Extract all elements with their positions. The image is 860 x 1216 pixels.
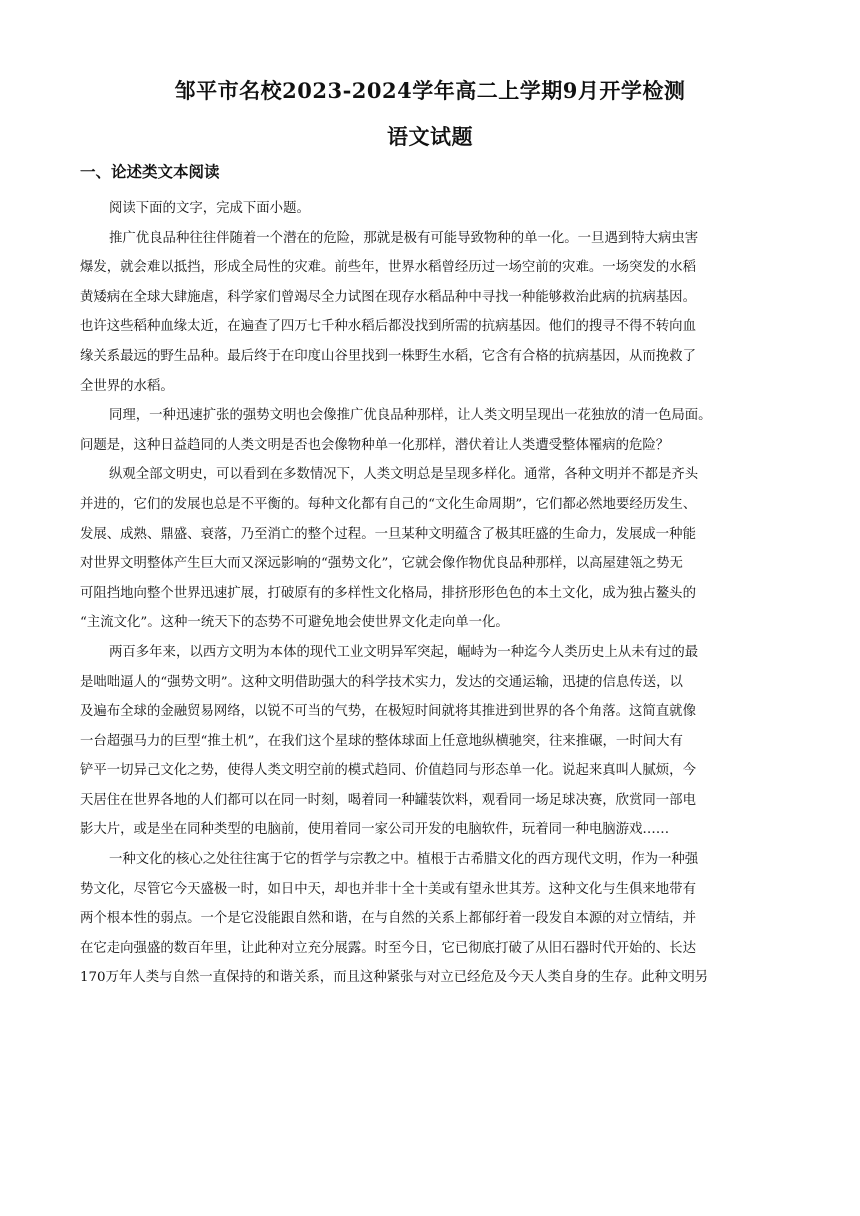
passage-body [80, 194, 783, 993]
passage-line: 并进的，它们的发展也总是不平衡的。每种文化都有自己的“文化生命周期”，它们都必然地要经历发生、 [80, 496, 697, 512]
passage-line: 及遍布全球的金融贸易网络，以锐不可当的气势，在极短时间就将其推进到世界的各个角落。这简直就像 [80, 704, 696, 720]
passage-line: 一台超强马力的巨型“推土机”，在我们这个星球的整体球面上任意地纵横驰突，往来推碾，一时间大有 [80, 733, 683, 749]
passage-line: 纵观全部文明史，可以看到在多数情况下，人类文明总是呈现多样化。通常，各种文明并不都是齐头 [109, 467, 699, 483]
passage-line: 两百多年来，以西方文明为本体的现代工业文明异军突起，崛峙为一种迄今人类历史上从未有过的最 [109, 644, 699, 660]
passage-line: 黄矮病在全球大肆施虐，科学家们曾竭尽全力试图在现存水稻品种中寻找一种能够救治此病的抗病基因。 [80, 289, 696, 305]
passage-line: 问题是，这种日益趋同的人类文明是否也会像物种单一化那样，潜伏着让人类遭受整体罹病的危险？ [80, 437, 670, 453]
passage-line: 爆发，就会难以抵挡，形成全局性的灾难。前些年，世界水稻曾经历过一场空前的灾难。一场突发的水稻 [80, 260, 696, 276]
passage-line: 阅读下面的文字，完成下面小题。 [109, 201, 310, 216]
passage-line: 势文化，尽管它今天盛极一时，如日中天，却也并非十全十美或有望永世其芳。这种文化与生俱来地带有 [80, 881, 696, 897]
passage-line: 也许这些稻种血缘太近，在遍查了四万七千种水稻后都没找到所需的抗病基因。他们的搜寻不得不转向血 [80, 319, 696, 335]
passage-line: “主流文化”。这种一统天下的态势不可避免地会使世界文化走向单一化。 [80, 615, 509, 631]
passage-line: 在它走向强盛的数百年里，让此种对立充分展露。时至今日，它已彻底打破了从旧石器时代开始的、长达 [80, 940, 696, 956]
passage-line: 一种文化的核心之处往往寓于它的哲学与宗教之中。植根于古希腊文化的西方现代文明，作为一种强 [109, 852, 699, 868]
passage-line: 可阻挡地向整个世界迅速扩展，打破原有的多样性文化格局，排挤形形色色的本土文化，成为独占鳌头的 [80, 585, 696, 601]
document-title: 邹平市名校2023-2024学年高二上学期9月开学检测 [174, 78, 686, 103]
passage-line: 全世界的水稻。 [80, 378, 174, 394]
document-subtitle: 语文试题 [387, 124, 473, 149]
passage-line: 发展、成熟、鼎盛、衰落，乃至消亡的整个过程。一旦某种文明蕴含了极其旺盛的生命力，发展成一种能 [80, 526, 696, 542]
passage-line: 同理，一种迅速扩张的强势文明也会像推广优良品种那样，让人类文明呈现出一花独放的清一色局面。 [109, 408, 712, 424]
passage-line: 两个根本性的弱点。一个是它没能跟自然和谐，在与自然的关系上都郁纡着一段发自本源的对立情结，并 [80, 911, 696, 927]
passage-line: 影大片，或是坐在同种类型的电脑前，使用着同一家公司开发的电脑软件，玩着同一种电脑游戏…… [80, 822, 670, 838]
passage-line: 铲平一切异己文化之势，使得人类文明空前的模式趋同、价值趋同与形态单一化。说起来真叫人腻烦，今 [80, 763, 696, 779]
passage-line: 缘关系最远的野生品种。最后终于在印度山谷里找到一株野生水稻，它含有合格的抗病基因，从而挽救了 [80, 348, 696, 364]
passage-line: 天居住在世界各地的人们都可以在同一时刻，喝着同一种罐装饮料，观看同一场足球决赛，欣赏同一部电 [80, 792, 696, 808]
passage-line: 推广优良品种往往伴随着一个潜在的危险，那就是极有可能导致物种的单一化。一旦遇到特大病虫害 [109, 230, 699, 246]
section-heading: 一、论述类文本阅读 [80, 163, 220, 181]
passage-line: 是咄咄逼人的“强势文明”。这种文明借助强大的科学技术实力，发达的交通运输，迅捷的信息传送，以 [80, 674, 683, 690]
passage-line: 170万年人类与自然一直保持的和谐关系，而且这种紧张与对立已经危及今天人类自身的生存。此种文明另 [80, 970, 709, 986]
passage-line: 对世界文明整体产生巨大而又深远影响的“强势文化”，它就会像作物优良品种那样，以高屋建瓴之势无 [80, 556, 683, 572]
